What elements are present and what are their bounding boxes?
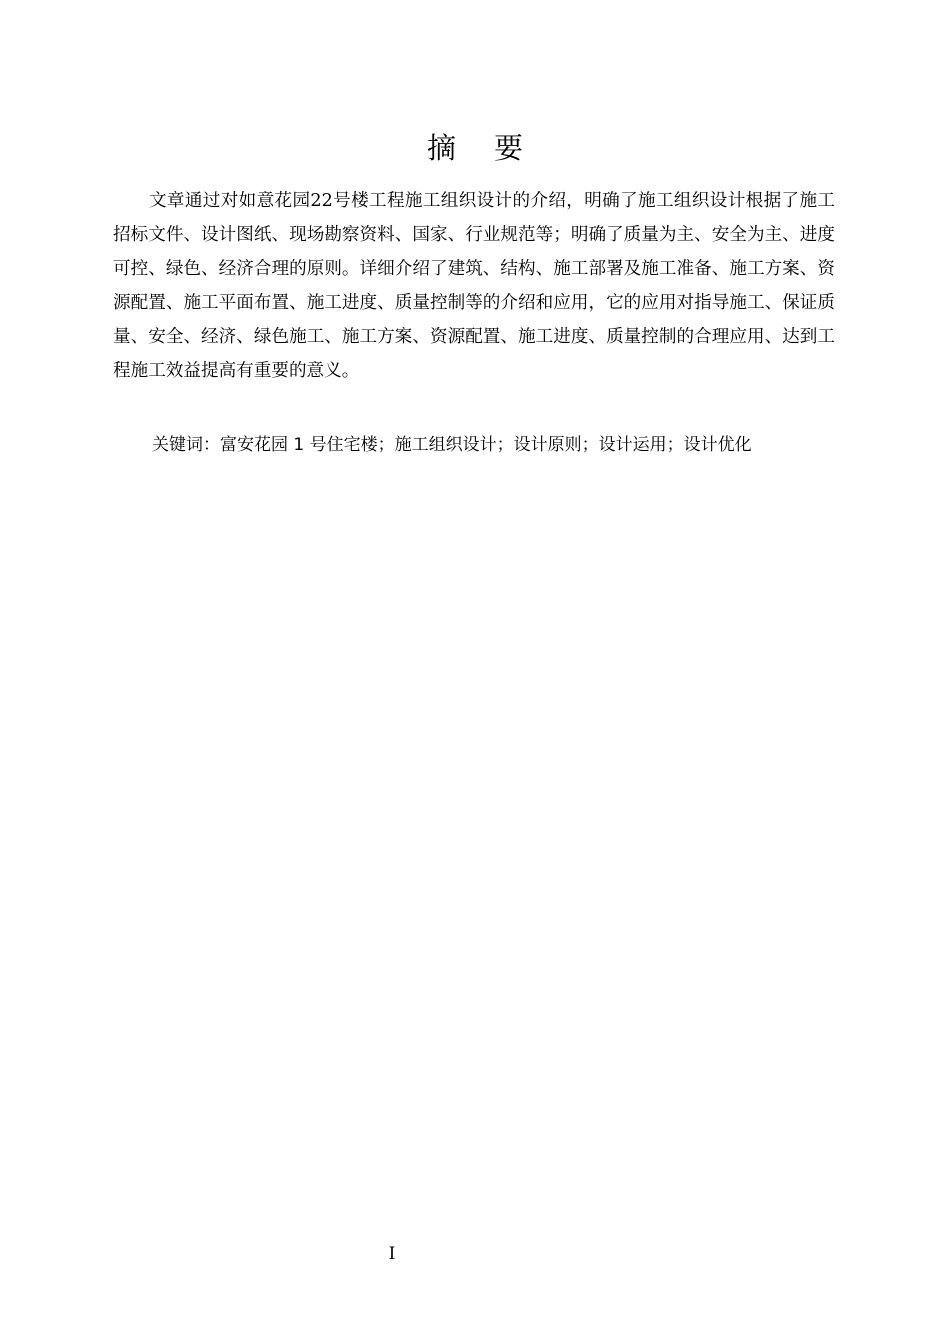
title-char-1: 摘	[426, 131, 456, 165]
title-char-2: 要	[494, 131, 524, 165]
page-number: I	[388, 1244, 396, 1264]
keywords-line	[152, 428, 842, 462]
abstract-paragraph: 文章通过对如意花园22号楼工程施工组织设计的介绍，明确了施工组织设计根据了施工招标文件、设计图纸、现场勘察资料、国家、行业规范等；明确了质量为主、安全为主、进度可控、绿色、经济合理的原则。详细介绍了建筑、结构、施工部署及施工准备、施工方案、资源配置、施工平面布置、施工进度、质量控制等的介绍和应用，它的应用对指导施工、保证质量、安全、经济、绿色施工、施工方案、资源配置、施工进度、质量控制的合理应用、达到工程施工效益提高有重要的意义。	[113, 191, 835, 381]
abstract-title	[0, 126, 950, 170]
keywords-text: 富安花园 1 号住宅楼；施工组织设计；设计原则；设计运用；设计优化	[220, 435, 752, 455]
keywords-label: 关键词：	[152, 435, 220, 455]
